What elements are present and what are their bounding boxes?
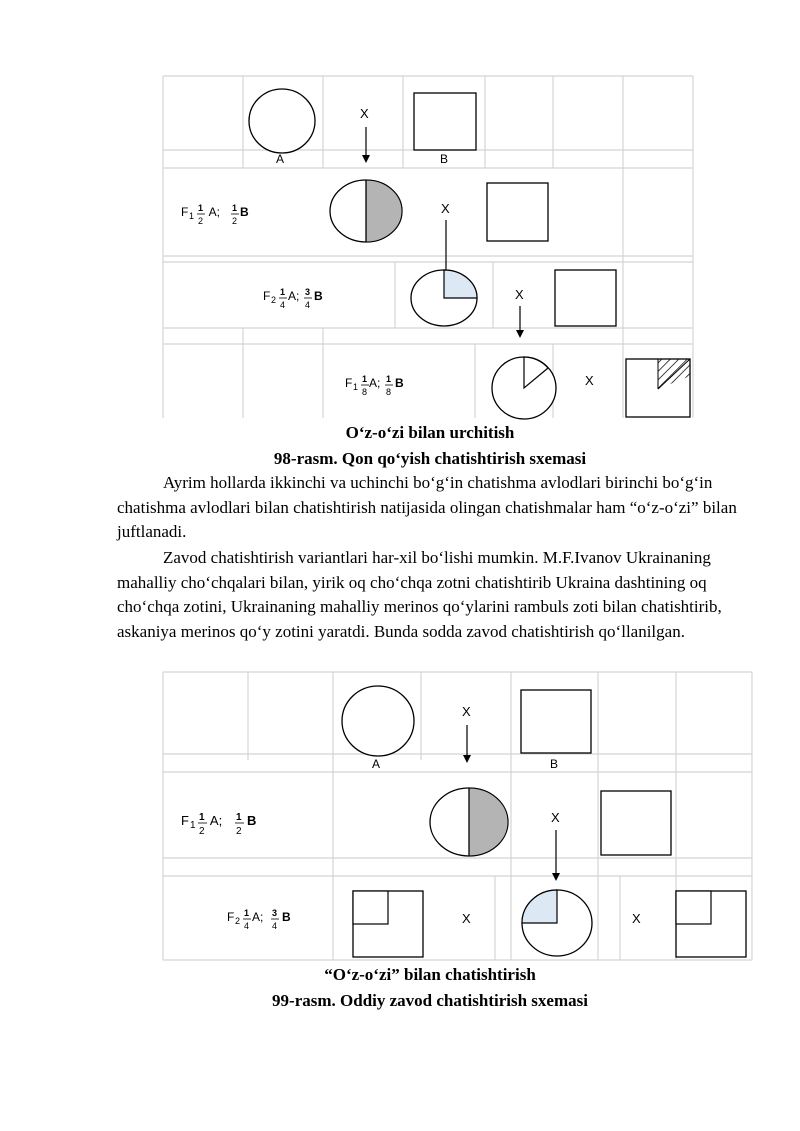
f1-label (181, 203, 249, 226)
svg-text:B: B (395, 376, 404, 390)
circle-a (342, 686, 414, 756)
half-shaded-circle (430, 788, 508, 856)
arrow-head (362, 155, 370, 163)
paragraph-1: Ayrim hollarda ikkinchi va uchinchi bo‘g‘in chatishma avlodlari birinchi bo‘g‘in chatishma avlodlari bilan chatishtirish natijasida olingan chatishmalar ham “o‘z-o‘zi” bilan juftlanadi. (117, 473, 737, 541)
cross-symbol: X (515, 287, 524, 302)
svg-text:3: 3 (305, 287, 311, 297)
cross-symbol: X (462, 911, 471, 926)
svg-text:F: F (345, 376, 353, 390)
svg-text:1: 1 (198, 203, 204, 213)
svg-text:A;: A; (288, 289, 303, 303)
svg-text:4: 4 (280, 300, 286, 310)
label-b: B (550, 757, 559, 771)
circle-a (249, 89, 315, 153)
svg-text:B: B (247, 813, 257, 828)
label-b: B (440, 152, 449, 166)
svg-text:1: 1 (232, 203, 238, 213)
svg-text:1: 1 (386, 374, 392, 384)
svg-text:2: 2 (235, 916, 241, 926)
arrow-head (516, 330, 524, 338)
svg-text:1: 1 (236, 812, 242, 823)
svg-text:1: 1 (190, 820, 196, 831)
nested-square (353, 891, 423, 957)
square-b (601, 791, 671, 855)
svg-text:4: 4 (305, 300, 311, 310)
arrow-head (552, 873, 560, 881)
svg-text:1: 1 (244, 908, 250, 918)
svg-text:2: 2 (271, 295, 277, 305)
figure-98-caption: 98-rasm. Qon qo‘yish chatishtirish sxemasi (273, 449, 587, 468)
svg-text:8: 8 (386, 387, 392, 397)
svg-text:4: 4 (272, 921, 278, 931)
cross-symbol: X (632, 911, 641, 926)
square-b (555, 270, 616, 326)
cross-symbol: X (551, 810, 560, 825)
svg-text:F: F (181, 205, 189, 219)
svg-text:1: 1 (189, 211, 195, 221)
nested-square (676, 891, 746, 957)
svg-text:8: 8 (362, 387, 368, 397)
f2-label (263, 287, 323, 310)
cross-symbol: X (462, 704, 471, 719)
figure-99-caption-title: “O‘z-o‘zi” bilan chatishtirish (324, 965, 536, 984)
square-b (414, 93, 476, 150)
svg-text:1: 1 (280, 287, 286, 297)
f1-label (181, 812, 256, 837)
cross-symbol: X (441, 201, 450, 216)
svg-text:A;: A; (369, 376, 384, 390)
svg-text:B: B (314, 289, 323, 303)
f3-label (345, 374, 404, 397)
square-b (521, 690, 591, 753)
f2-label (227, 908, 291, 931)
svg-text:2: 2 (232, 216, 238, 226)
cross-symbol: X (360, 106, 369, 121)
hatched-square (626, 359, 690, 417)
arrow-head (463, 755, 471, 763)
svg-text:A;: A; (207, 813, 226, 828)
svg-text:3: 3 (272, 908, 278, 918)
svg-text:2: 2 (198, 216, 204, 226)
quarter-shaded-circle (522, 890, 592, 956)
eighth-shaded-circle (492, 357, 556, 419)
svg-text:F: F (227, 910, 235, 924)
svg-text:4: 4 (244, 921, 250, 931)
svg-text:B: B (282, 910, 291, 924)
svg-text:1: 1 (362, 374, 368, 384)
svg-text:2: 2 (236, 826, 242, 837)
svg-text:F: F (181, 813, 189, 828)
cross-symbol: X (585, 373, 594, 388)
figure-99-diagram (0, 668, 800, 964)
square-b (487, 183, 548, 241)
figure-99 (0, 668, 800, 964)
svg-text:B: B (240, 205, 249, 219)
figure-98-diagram (0, 70, 800, 422)
quarter-shaded-circle (411, 270, 477, 326)
label-a: A (372, 757, 381, 771)
paragraph-2: Zavod chatishtirish variantlari har-xil bo‘lishi mumkin. M.F.Ivanov Ukrainaning mahalliy cho‘chqalari bilan, yirik oq cho‘chqa zotni chatishtirib Ukraina dashtining oq cho‘chqa zotini, Ukrainaning mahalliy merinos qo‘ylarini rambuls zoti bilan chatishtirib, askaniya merinos qo‘y zotini yaratdi. Bunda sodda zavod chatishtirish qo‘llanilgan. (117, 548, 722, 641)
svg-text:A;: A; (206, 205, 224, 219)
svg-text:2: 2 (199, 826, 205, 837)
figure-98 (0, 70, 800, 422)
figure-99-caption: 99-rasm. Oddiy zavod chatishtirish sxemasi (272, 991, 588, 1010)
figure-98-caption-title: O‘z-o‘zi bilan urchitish (345, 423, 515, 442)
label-a: A (276, 152, 285, 166)
half-shaded-circle (330, 180, 402, 242)
svg-text:1: 1 (353, 382, 359, 392)
svg-text:1: 1 (199, 812, 205, 823)
svg-text:A;: A; (252, 910, 267, 924)
svg-text:F: F (263, 289, 271, 303)
